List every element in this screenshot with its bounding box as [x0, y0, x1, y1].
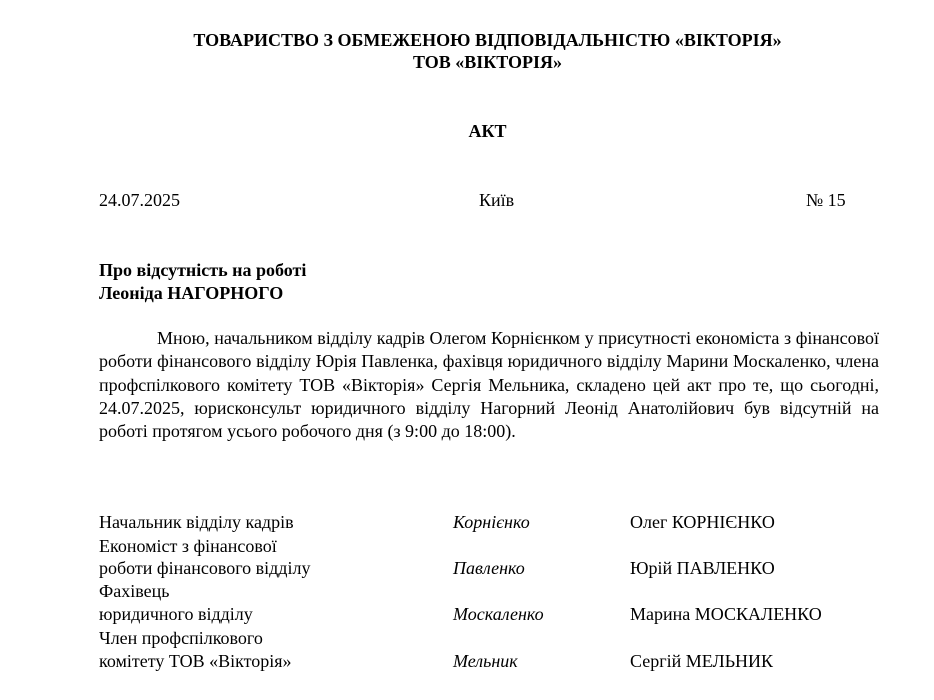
subject-line-2: Леоніда НАГОРНОГО — [99, 283, 284, 303]
act-body-paragraph — [99, 327, 879, 443]
document-date: 24.07.2025 — [99, 190, 180, 210]
signatory-position-cont: роботи фінансового відділу — [99, 558, 311, 578]
signatory-name: Юрій ПАВЛЕНКО — [630, 558, 775, 578]
signatory-signature: Корнієнко — [453, 512, 530, 532]
signatory-position-cont: комітету ТОВ «Вікторія» — [99, 651, 292, 671]
subject-line-1: Про відсутність на роботі — [99, 260, 307, 280]
signatory-position-cont: юридичного відділу — [99, 604, 253, 624]
signatory-name: Сергій МЕЛЬНИК — [630, 651, 774, 671]
document-place: Київ — [479, 190, 515, 210]
signatory-signature: Москаленко — [453, 604, 544, 624]
signatory-name: Марина МОСКАЛЕНКО — [630, 604, 822, 624]
signatory-signature: Павленко — [453, 558, 525, 578]
document-number: № 15 — [806, 190, 846, 210]
signatory-position: Економіст з фінансової — [99, 536, 277, 556]
document-title: АКТ — [468, 121, 507, 141]
signatory-name: Олег КОРНІЄНКО — [630, 512, 775, 532]
organization-full-name: ТОВАРИСТВО З ОБМЕЖЕНОЮ ВІДПОВІДАЛЬНІСТЮ «ВІКТОРІЯ» — [193, 30, 782, 50]
signatory-position: Начальник відділу кадрів — [99, 512, 294, 532]
signatory-position: Фахівець — [99, 581, 170, 601]
organization-short-name: ТОВ «ВІКТОРІЯ» — [412, 52, 563, 72]
act-body-text: Мною, начальником відділу кадрів Олегом Корнієнком у присутності економіста з фінансової роботи фінансового відділу Юрія Павленка, фахівця юридичного відділу Марини Москаленко, члена профспілкового комітету ТОВ «Вікторія» Сергія Мельника, складено цей акт про те, що сьогодні, 24.07.2025, юрисконсульт юридичного відділу Нагорний Леонід Анатолійович був відсутній на роботі протягом усього робочого дня (з 9:00 до 18:00). — [99, 328, 879, 442]
signatory-signature: Мельник — [453, 651, 518, 671]
signatory-position: Член профспілкового — [99, 628, 263, 648]
